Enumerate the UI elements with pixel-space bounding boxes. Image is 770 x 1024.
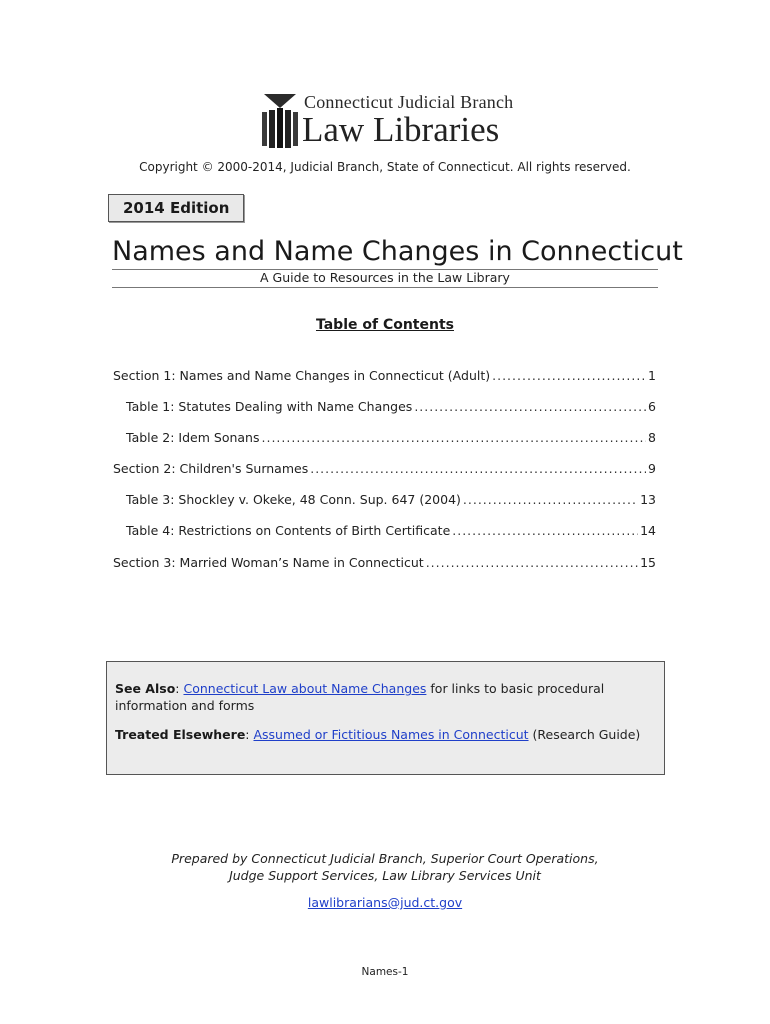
prepared-by-line-1: Prepared by Connecticut Judicial Branch, Superior Court Operations, <box>171 851 599 866</box>
copyright-notice: Copyright © 2000-2014, Judicial Branch, State of Connecticut. All rights reserved. <box>139 160 631 174</box>
email-container <box>0 895 770 910</box>
toc-page-number: 1 <box>648 368 656 383</box>
toc-leader <box>310 461 646 476</box>
law-libraries-logo <box>258 92 518 150</box>
logo-line-2: Law Libraries <box>302 110 500 149</box>
toc-leader <box>262 430 647 445</box>
toc-entry-table-2[interactable] <box>126 430 656 445</box>
page-title: Names and Name Changes in Connecticut <box>112 235 658 270</box>
see-also-label: See Also <box>115 681 176 696</box>
logo-line-1: Connecticut Judicial Branch <box>304 92 514 112</box>
toc-page-number: 8 <box>648 430 656 445</box>
toc-entry-section-2[interactable] <box>113 461 656 476</box>
page-subtitle: A Guide to Resources in the Law Library <box>112 270 658 288</box>
prepared-by <box>0 850 770 884</box>
toc-page-number: 13 <box>640 492 656 507</box>
toc-entry-text: Table 1: Statutes Dealing with Name Changes <box>126 399 413 414</box>
toc-page-number: 14 <box>640 523 656 538</box>
toc-entry-section-3[interactable] <box>113 555 656 570</box>
toc-page-number: 9 <box>648 461 656 476</box>
treated-elsewhere-label: Treated Elsewhere <box>115 727 246 742</box>
treated-elsewhere-line: Treated Elsewhere: Assumed or Fictitious Names in Connecticut (Research Guide) <box>115 727 641 742</box>
book-logo-icon <box>258 92 302 150</box>
toc-leader <box>463 492 638 507</box>
see-also-line: See Also: Connecticut Law about Name Changes for links to basic procedural information and forms <box>115 681 605 713</box>
toc-entry-text: Table 3: Shockley v. Okeke, 48 Conn. Sup. 647 (2004) <box>126 492 461 507</box>
edition-badge <box>108 194 244 222</box>
edition-label: 2014 Edition <box>123 199 230 217</box>
toc-page-number: 6 <box>648 399 656 414</box>
toc-leader <box>452 523 638 538</box>
fictitious-names-link[interactable]: Assumed or Fictitious Names in Connecticut <box>253 727 529 742</box>
toc-entry-table-4[interactable] <box>126 523 656 538</box>
toc-entry-table-1[interactable] <box>126 399 656 414</box>
toc-leader <box>426 555 638 570</box>
toc-leader <box>414 399 646 414</box>
see-also-text: for links to basic procedural information and forms <box>115 681 605 713</box>
prepared-by-line-2: Judge Support Services, Law Library Services Unit <box>229 868 541 883</box>
name-changes-link[interactable]: Connecticut Law about Name Changes <box>183 681 427 696</box>
treated-elsewhere-text: (Research Guide) <box>532 727 641 742</box>
toc-entry-text: Section 1: Names and Name Changes in Connecticut (Adult) <box>113 368 491 383</box>
toc-entry-text: Table 2: Idem Sonans <box>126 430 260 445</box>
page-footer: Names-1 <box>361 966 409 978</box>
toc-entry-section-1[interactable] <box>113 368 656 383</box>
toc-heading: Table of Contents <box>315 317 454 333</box>
toc-entry-table-3[interactable] <box>126 492 656 507</box>
toc-entry-text: Table 4: Restrictions on Contents of Birth Certificate <box>126 523 451 538</box>
toc-entry-text: Section 2: Children's Surnames <box>113 461 309 476</box>
see-also-box <box>106 661 665 775</box>
toc-page-number: 15 <box>640 555 656 570</box>
email-link[interactable]: lawlibrarians@jud.ct.gov <box>307 895 463 910</box>
toc-entry-text: Section 3: Married Woman’s Name in Connecticut <box>113 555 424 570</box>
toc-leader <box>492 368 646 383</box>
